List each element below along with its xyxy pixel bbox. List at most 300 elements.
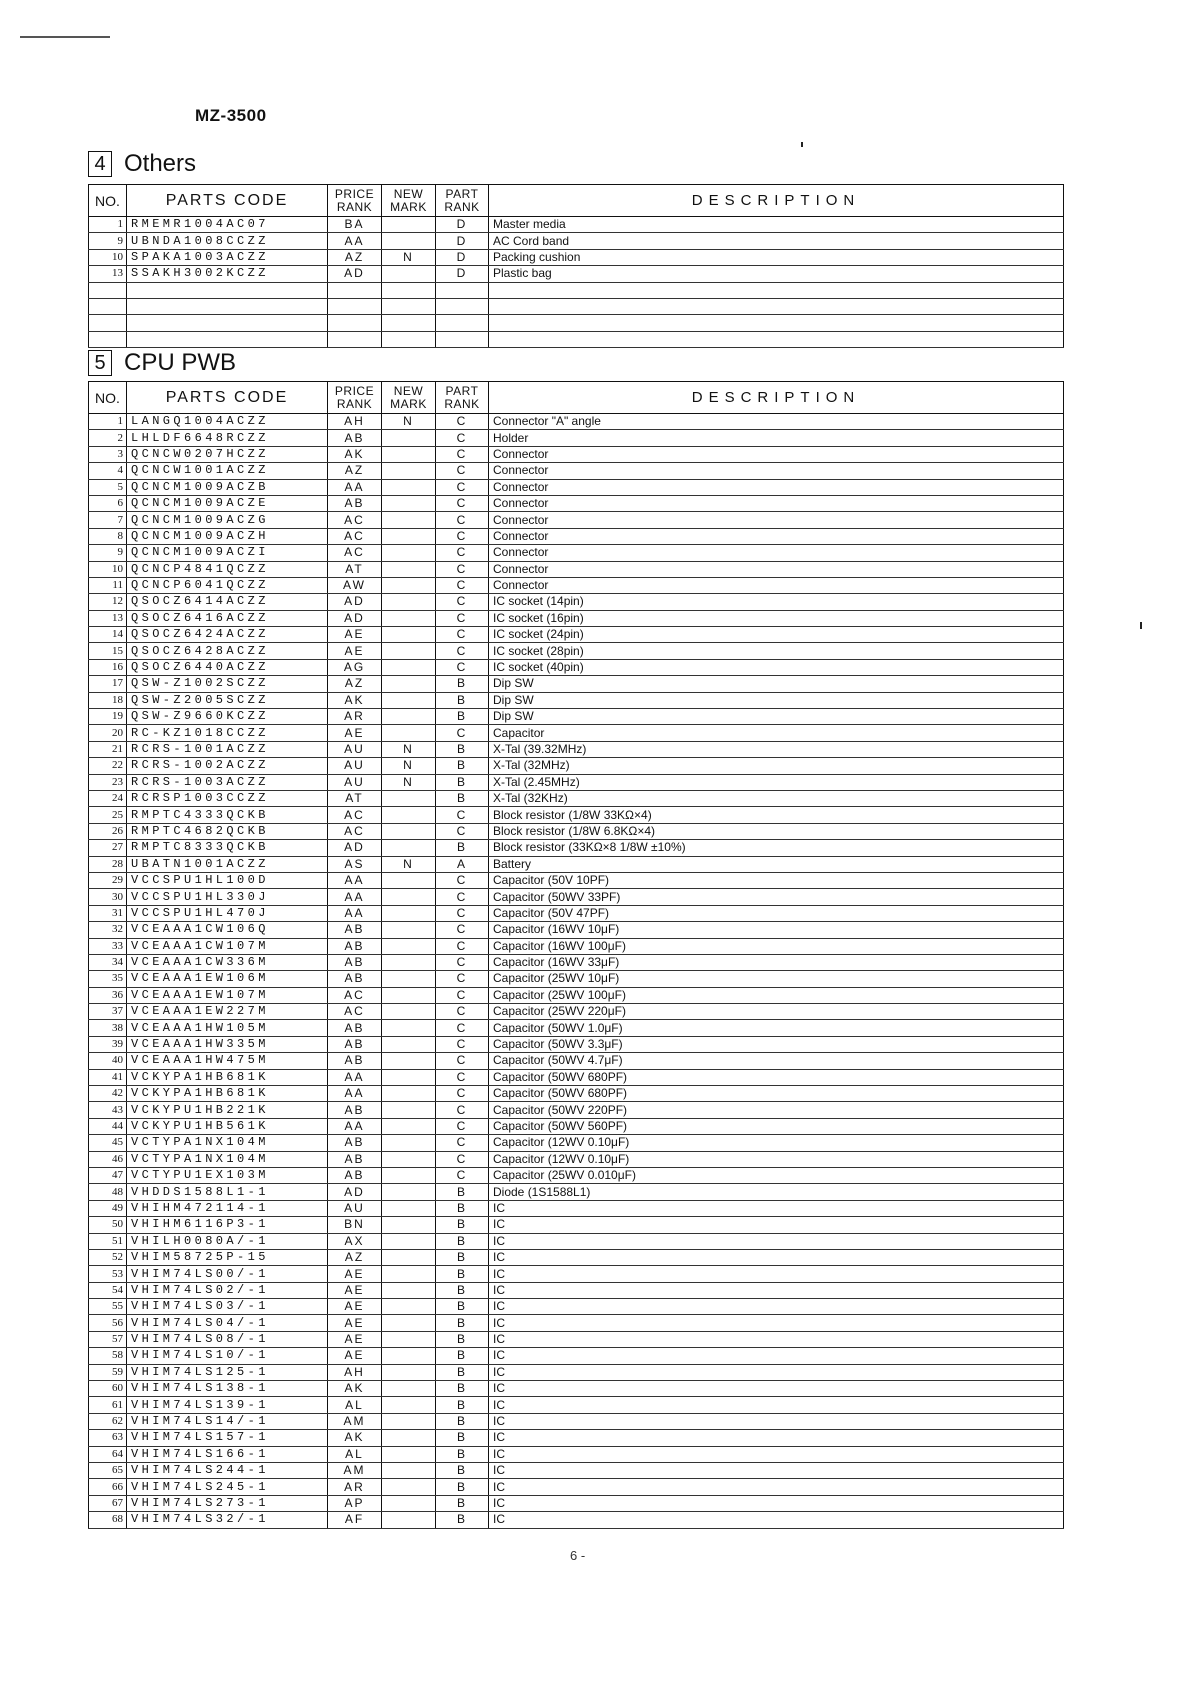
empty-cell [489, 282, 1064, 298]
cell-description: IC [489, 1479, 1064, 1495]
cell-description: Connector [489, 545, 1064, 561]
cell-no: 15 [89, 643, 127, 659]
cell-part-rank: C [436, 430, 489, 446]
cell-description: IC socket (28pin) [489, 643, 1064, 659]
table-row [89, 463, 1064, 479]
empty-cell [328, 298, 382, 314]
cell-parts-code: VCTYPU1EX103M [127, 1167, 328, 1183]
cell-no: 3 [89, 446, 127, 462]
cell-part-rank: B [436, 1200, 489, 1216]
cell-parts-code: QSW-Z9660KCZZ [127, 709, 328, 725]
cell-part-rank: C [436, 463, 489, 479]
cell-price-rank: AB [328, 1053, 382, 1069]
cell-new-mark: N [382, 774, 436, 790]
cell-description: Capacitor (50V 10PF) [489, 872, 1064, 888]
cell-part-rank: C [436, 1167, 489, 1183]
cell-description: Capacitor (50WV 4.7μF) [489, 1053, 1064, 1069]
cell-new-mark [382, 1282, 436, 1298]
cell-price-rank: AT [328, 790, 382, 806]
empty-cell [382, 282, 436, 298]
cell-no: 11 [89, 577, 127, 593]
header-part-rank: PART RANK [436, 382, 489, 414]
cell-part-rank: B [436, 1217, 489, 1233]
cell-description: Dip SW [489, 709, 1064, 725]
cell-no: 44 [89, 1118, 127, 1134]
cell-no: 50 [89, 1217, 127, 1233]
cell-part-rank: C [436, 627, 489, 643]
cell-new-mark [382, 1299, 436, 1315]
cell-part-rank: B [436, 790, 489, 806]
cell-parts-code: VCCSPU1HL470J [127, 905, 328, 921]
cell-price-rank: AD [328, 594, 382, 610]
cell-price-rank: AB [328, 1135, 382, 1151]
cell-parts-code: VCKYPU1HB561K [127, 1118, 328, 1134]
cell-parts-code: QCNCM1009ACZI [127, 545, 328, 561]
empty-cell [89, 315, 127, 331]
cell-no: 47 [89, 1167, 127, 1183]
cell-parts-code: QSW-Z1002SCZZ [127, 676, 328, 692]
cell-price-rank: AA [328, 1086, 382, 1102]
cell-no: 24 [89, 790, 127, 806]
cell-no: 17 [89, 676, 127, 692]
cell-description: IC [489, 1249, 1064, 1265]
cell-part-rank: C [436, 1151, 489, 1167]
table-row [89, 217, 1064, 233]
cell-part-rank: D [436, 233, 489, 249]
cell-part-rank: C [436, 823, 489, 839]
cell-description: IC [489, 1299, 1064, 1315]
cell-price-rank: AE [328, 1331, 382, 1347]
cell-description: IC [489, 1397, 1064, 1413]
cell-no: 34 [89, 954, 127, 970]
cell-price-rank: AT [328, 561, 382, 577]
table-row [89, 987, 1064, 1003]
cell-no: 59 [89, 1364, 127, 1380]
cell-price-rank: AZ [328, 676, 382, 692]
cell-no: 52 [89, 1249, 127, 1265]
cell-description: Block resistor (1/8W 6.8KΩ×4) [489, 823, 1064, 839]
table-row [89, 1463, 1064, 1479]
cell-description: IC socket (16pin) [489, 610, 1064, 626]
table-row [89, 1446, 1064, 1462]
cell-part-rank: C [436, 872, 489, 888]
cell-description: IC [489, 1217, 1064, 1233]
table-row [89, 1167, 1064, 1183]
cell-price-rank: AD [328, 266, 382, 282]
empty-cell [436, 315, 489, 331]
cell-part-rank: B [436, 1299, 489, 1315]
cell-part-rank: D [436, 249, 489, 265]
cell-parts-code: RCRS-1003ACZZ [127, 774, 328, 790]
cell-part-rank: C [436, 1135, 489, 1151]
cell-no: 1 [89, 414, 127, 430]
cell-part-rank: C [436, 725, 489, 741]
cell-parts-code: LHLDF6648RCZZ [127, 430, 328, 446]
table-row [89, 1299, 1064, 1315]
cell-new-mark [382, 725, 436, 741]
cell-part-rank: B [436, 1331, 489, 1347]
cell-price-rank: AE [328, 1299, 382, 1315]
cell-parts-code: VCEAAA1EW107M [127, 987, 328, 1003]
cell-no: 38 [89, 1020, 127, 1036]
cell-new-mark [382, 627, 436, 643]
cell-part-rank: D [436, 217, 489, 233]
empty-cell [328, 315, 382, 331]
cell-parts-code: RCRS-1002ACZZ [127, 758, 328, 774]
cell-parts-code: VCEAAA1CW336M [127, 954, 328, 970]
table-row [89, 741, 1064, 757]
cell-no: 68 [89, 1512, 127, 1528]
header-price-rank: PRICE RANK [328, 382, 382, 414]
cell-parts-code: QCNCM1009ACZE [127, 495, 328, 511]
cell-description: IC [489, 1266, 1064, 1282]
table-row [89, 1233, 1064, 1249]
table-row [89, 659, 1064, 675]
cell-description: IC [489, 1282, 1064, 1298]
empty-cell [127, 282, 328, 298]
cell-new-mark: N [382, 249, 436, 265]
header-description: DESCRIPTION [489, 382, 1064, 414]
cell-no: 35 [89, 971, 127, 987]
empty-cell [328, 282, 382, 298]
empty-cell [382, 315, 436, 331]
table-row [89, 1479, 1064, 1495]
table-row [89, 938, 1064, 954]
cell-description: Capacitor (16WV 10μF) [489, 922, 1064, 938]
cell-price-rank: AA [328, 905, 382, 921]
cell-new-mark [382, 905, 436, 921]
cell-no: 9 [89, 233, 127, 249]
header-parts-code: PARTS CODE [127, 382, 328, 414]
cell-new-mark [382, 1020, 436, 1036]
cell-part-rank: B [436, 1446, 489, 1462]
cell-no: 58 [89, 1348, 127, 1364]
cell-new-mark [382, 922, 436, 938]
cell-description: IC [489, 1495, 1064, 1511]
cell-parts-code: QCNCP4841QCZZ [127, 561, 328, 577]
cell-parts-code: UBNDA1008CCZZ [127, 233, 328, 249]
table-row [89, 1397, 1064, 1413]
cell-parts-code: VHIM58725P-15 [127, 1249, 328, 1265]
cell-part-rank: C [436, 479, 489, 495]
cell-parts-code: VHDDS1588L1-1 [127, 1184, 328, 1200]
cell-new-mark [382, 463, 436, 479]
cell-parts-code: VHIM74LS273-1 [127, 1495, 328, 1511]
cell-price-rank: AA [328, 889, 382, 905]
cell-description: Connector [489, 577, 1064, 593]
cell-price-rank: AB [328, 1020, 382, 1036]
empty-cell [127, 331, 328, 347]
cell-description: Block resistor (33KΩ×8 1/8W ±10%) [489, 840, 1064, 856]
table-row [89, 758, 1064, 774]
cell-price-rank: AF [328, 1512, 382, 1528]
cell-part-rank: C [436, 1069, 489, 1085]
table-row [89, 561, 1064, 577]
cell-new-mark [382, 577, 436, 593]
cell-price-rank: AB [328, 495, 382, 511]
cell-part-rank: C [436, 922, 489, 938]
table-row [89, 1217, 1064, 1233]
cell-no: 37 [89, 1004, 127, 1020]
cell-parts-code: VHIM74LS00/-1 [127, 1266, 328, 1282]
cell-parts-code: QSOCZ6440ACZZ [127, 659, 328, 675]
model-number: MZ-3500 [195, 106, 267, 125]
cell-parts-code: VCCSPU1HL100D [127, 872, 328, 888]
cell-parts-code: VHIM74LS14/-1 [127, 1413, 328, 1429]
cell-description: Capacitor (12WV 0.10μF) [489, 1151, 1064, 1167]
table-row [89, 1086, 1064, 1102]
cell-parts-code: VHIM74LS32/-1 [127, 1512, 328, 1528]
cell-parts-code: VHIHM472114-1 [127, 1200, 328, 1216]
cell-parts-code: VCKYPU1HB221K [127, 1102, 328, 1118]
table-row [89, 594, 1064, 610]
cell-parts-code: QCNCP6041QCZZ [127, 577, 328, 593]
table-row [89, 1266, 1064, 1282]
cell-part-rank: C [436, 1004, 489, 1020]
cell-new-mark [382, 1135, 436, 1151]
cell-part-rank: C [436, 545, 489, 561]
cell-parts-code: VCKYPA1HB681K [127, 1069, 328, 1085]
cell-part-rank: C [436, 1118, 489, 1134]
cell-parts-code: QCNCM1009ACZG [127, 512, 328, 528]
cell-no: 12 [89, 594, 127, 610]
cell-part-rank: C [436, 807, 489, 823]
cell-new-mark: N [382, 741, 436, 757]
cell-parts-code: RCRS-1001ACZZ [127, 741, 328, 757]
cell-description: Capacitor (25WV 10μF) [489, 971, 1064, 987]
cell-new-mark: N [382, 856, 436, 872]
cell-new-mark [382, 938, 436, 954]
cell-new-mark [382, 594, 436, 610]
cell-parts-code: VHIM74LS244-1 [127, 1463, 328, 1479]
table-row [89, 545, 1064, 561]
cell-part-rank: C [436, 643, 489, 659]
cell-part-rank: B [436, 741, 489, 757]
cell-price-rank: AZ [328, 463, 382, 479]
cell-description: X-Tal (39.32MHz) [489, 741, 1064, 757]
cell-parts-code: SSAKH3002KCZZ [127, 266, 328, 282]
parts-table-others [88, 184, 1064, 348]
cell-new-mark [382, 495, 436, 511]
cell-description: Capacitor (50WV 680PF) [489, 1086, 1064, 1102]
table-row [89, 414, 1064, 430]
cell-part-rank: D [436, 266, 489, 282]
header-new-mark: NEW MARK [382, 382, 436, 414]
header-price-rank: PRICE RANK [328, 185, 382, 217]
cell-no: 8 [89, 528, 127, 544]
cell-description: IC [489, 1446, 1064, 1462]
header-new-mark: NEW MARK [382, 185, 436, 217]
cell-description: Capacitor (50WV 220PF) [489, 1102, 1064, 1118]
cell-no: 46 [89, 1151, 127, 1167]
cell-new-mark [382, 266, 436, 282]
cell-no: 29 [89, 872, 127, 888]
cell-no: 42 [89, 1086, 127, 1102]
cell-part-rank: B [436, 1315, 489, 1331]
cell-no: 14 [89, 627, 127, 643]
cell-description: Master media [489, 217, 1064, 233]
cell-no: 26 [89, 823, 127, 839]
empty-cell [489, 298, 1064, 314]
cell-description: Capacitor (50WV 1.0μF) [489, 1020, 1064, 1036]
section-title-text: CPU PWB [124, 349, 237, 376]
cell-price-rank: AE [328, 643, 382, 659]
cell-description: Holder [489, 430, 1064, 446]
table-row [89, 446, 1064, 462]
cell-part-rank: C [436, 512, 489, 528]
cell-no: 43 [89, 1102, 127, 1118]
cell-new-mark [382, 889, 436, 905]
cell-description: X-Tal (2.45MHz) [489, 774, 1064, 790]
cell-description: Diode (1S1588L1) [489, 1184, 1064, 1200]
empty-cell [436, 331, 489, 347]
header-no: NO. [89, 185, 127, 217]
cell-description: Dip SW [489, 676, 1064, 692]
cell-price-rank: AD [328, 1184, 382, 1200]
cell-new-mark [382, 840, 436, 856]
table-row [89, 954, 1064, 970]
cell-parts-code: VCEAAA1CW107M [127, 938, 328, 954]
cell-part-rank: B [436, 1413, 489, 1429]
cell-part-rank: B [436, 1266, 489, 1282]
cell-description: IC socket (24pin) [489, 627, 1064, 643]
cell-new-mark [382, 430, 436, 446]
cell-price-rank: AZ [328, 1249, 382, 1265]
table-row [89, 1036, 1064, 1052]
cell-new-mark [382, 1364, 436, 1380]
cell-description: Battery [489, 856, 1064, 872]
cell-price-rank: AC [328, 987, 382, 1003]
table-row [89, 479, 1064, 495]
cell-new-mark [382, 610, 436, 626]
cell-part-rank: B [436, 676, 489, 692]
cell-price-rank: AB [328, 971, 382, 987]
cell-no: 67 [89, 1495, 127, 1511]
table-row [89, 643, 1064, 659]
cell-part-rank: B [436, 1479, 489, 1495]
cell-new-mark [382, 233, 436, 249]
cell-description: Connector [489, 446, 1064, 462]
cell-new-mark [382, 1479, 436, 1495]
section-title-text: Others [124, 150, 197, 177]
cell-price-rank: AK [328, 446, 382, 462]
cell-no: 19 [89, 709, 127, 725]
table-row [89, 1364, 1064, 1380]
cell-parts-code: UBATN1001ACZZ [127, 856, 328, 872]
cell-no: 5 [89, 479, 127, 495]
cell-price-rank: AX [328, 1233, 382, 1249]
cell-description: IC socket (14pin) [489, 594, 1064, 610]
cell-new-mark [382, 1118, 436, 1134]
cell-no: 23 [89, 774, 127, 790]
cell-parts-code: RMEMR1004AC07 [127, 217, 328, 233]
empty-cell [89, 282, 127, 298]
cell-no: 55 [89, 1299, 127, 1315]
cell-parts-code: VHIM74LS03/-1 [127, 1299, 328, 1315]
table-row [89, 1381, 1064, 1397]
table-row [89, 823, 1064, 839]
cell-price-rank: AE [328, 1266, 382, 1282]
section-title-cpu-pwb [88, 349, 236, 377]
cell-description: IC [489, 1364, 1064, 1380]
empty-cell [489, 315, 1064, 331]
cell-parts-code: VHIM74LS139-1 [127, 1397, 328, 1413]
cell-price-rank: AB [328, 1167, 382, 1183]
cell-no: 60 [89, 1381, 127, 1397]
cell-description: Connector [489, 479, 1064, 495]
table-row [89, 1331, 1064, 1347]
cell-description: IC socket (40pin) [489, 659, 1064, 675]
scan-speck [1140, 622, 1142, 629]
cell-part-rank: A [436, 856, 489, 872]
cell-no: 25 [89, 807, 127, 823]
cell-parts-code: QCNCW0207HCZZ [127, 446, 328, 462]
cell-price-rank: AE [328, 1282, 382, 1298]
cell-description: Connector [489, 561, 1064, 577]
cell-new-mark [382, 823, 436, 839]
cell-description: IC [489, 1315, 1064, 1331]
cell-parts-code: VHIM74LS04/-1 [127, 1315, 328, 1331]
empty-cell [489, 331, 1064, 347]
cell-new-mark [382, 1053, 436, 1069]
section-number: 5 [88, 350, 112, 376]
cell-parts-code: VHIM74LS10/-1 [127, 1348, 328, 1364]
cell-no: 10 [89, 561, 127, 577]
cell-description: Capacitor (25WV 0.010μF) [489, 1167, 1064, 1183]
table-row [89, 1315, 1064, 1331]
table-row [89, 807, 1064, 823]
cell-part-rank: C [436, 938, 489, 954]
cell-description: Dip SW [489, 692, 1064, 708]
cell-new-mark [382, 676, 436, 692]
header-description: DESCRIPTION [489, 185, 1064, 217]
cell-no: 63 [89, 1430, 127, 1446]
cell-description: X-Tal (32KHz) [489, 790, 1064, 806]
cell-new-mark [382, 709, 436, 725]
cell-new-mark [382, 1266, 436, 1282]
cell-new-mark [382, 1151, 436, 1167]
table-row [89, 856, 1064, 872]
cell-part-rank: B [436, 1184, 489, 1200]
cell-new-mark [382, 1446, 436, 1462]
scan-speck [801, 142, 803, 147]
table-row [89, 1413, 1064, 1429]
cell-parts-code: VHIM74LS08/-1 [127, 1331, 328, 1347]
empty-cell [127, 298, 328, 314]
cell-part-rank: C [436, 889, 489, 905]
cell-price-rank: AC [328, 807, 382, 823]
cell-part-rank: B [436, 1233, 489, 1249]
cell-no: 16 [89, 659, 127, 675]
table-row [89, 1430, 1064, 1446]
cell-part-rank: B [436, 1512, 489, 1528]
cell-new-mark [382, 1348, 436, 1364]
cell-description: IC [489, 1430, 1064, 1446]
cell-price-rank: AA [328, 1118, 382, 1134]
cell-price-rank: AR [328, 1479, 382, 1495]
cell-price-rank: AP [328, 1495, 382, 1511]
header-parts-code: PARTS CODE [127, 185, 328, 217]
cell-new-mark [382, 1036, 436, 1052]
cell-parts-code: VCEAAA1EW227M [127, 1004, 328, 1020]
cell-new-mark [382, 659, 436, 675]
cell-no: 62 [89, 1413, 127, 1429]
cell-price-rank: BA [328, 217, 382, 233]
cell-parts-code: VCEAAA1EW106M [127, 971, 328, 987]
cell-new-mark [382, 512, 436, 528]
cell-parts-code: VCEAAA1HW475M [127, 1053, 328, 1069]
table-row [89, 840, 1064, 856]
